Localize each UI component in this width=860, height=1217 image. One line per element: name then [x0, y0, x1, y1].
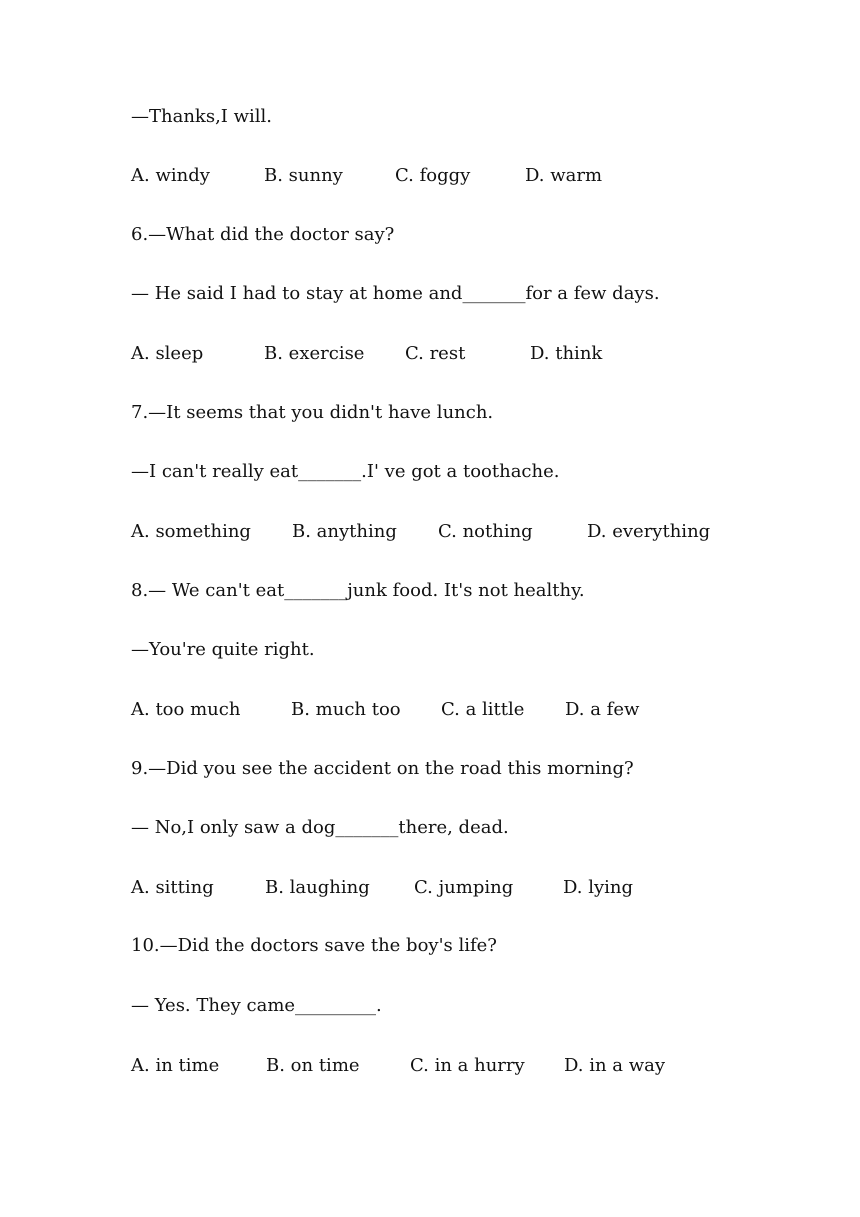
- answer-line-q5: —Thanks,I will.: [131, 106, 273, 127]
- option-d: D. a few: [565, 699, 640, 720]
- answer-line-q9: — No,I only saw a dog_______there, dead.: [131, 817, 509, 838]
- question-9: 9.—Did you see the accident on the road this morning?: [131, 758, 634, 779]
- question-6: 6.—What did the doctor say?: [131, 224, 395, 245]
- option-a: A. windy: [131, 165, 210, 186]
- option-d: D. warm: [525, 165, 603, 186]
- option-b: B. laughing: [265, 877, 370, 898]
- option-a: A. too much: [131, 699, 241, 720]
- option-c: C. jumping: [414, 877, 514, 898]
- option-a: A. sleep: [131, 343, 204, 364]
- question-7: 7.—It seems that you didn't have lunch.: [131, 402, 494, 423]
- option-d: D. everything: [587, 521, 711, 542]
- question-10: 10.—Did the doctors save the boy's life?: [131, 935, 497, 956]
- option-a: A. something: [131, 521, 251, 542]
- option-d: D. lying: [563, 877, 634, 898]
- option-c: C. rest: [405, 343, 466, 364]
- option-b: B. on time: [266, 1055, 360, 1076]
- option-c: C. in a hurry: [410, 1055, 525, 1076]
- option-b: B. anything: [292, 521, 397, 542]
- answer-line-q7: —I can't really eat_______.I' ve got a toothache.: [131, 461, 560, 482]
- option-b: B. sunny: [264, 165, 343, 186]
- option-c: C. nothing: [438, 521, 533, 542]
- option-b: B. exercise: [264, 343, 365, 364]
- answer-line-q6: — He said I had to stay at home and_______for a few days.: [131, 283, 660, 304]
- answer-line-q10: — Yes. They came_________.: [131, 995, 382, 1016]
- question-8: 8.— We can't eat_______junk food. It's not healthy.: [131, 580, 585, 601]
- option-c: C. a little: [441, 699, 525, 720]
- option-a: A. in time: [131, 1055, 220, 1076]
- option-d: D. think: [530, 343, 603, 364]
- option-b: B. much too: [291, 699, 401, 720]
- option-c: C. foggy: [395, 165, 471, 186]
- option-a: A. sitting: [131, 877, 214, 898]
- option-d: D. in a way: [564, 1055, 666, 1076]
- answer-line-q8: —You're quite right.: [131, 639, 315, 660]
